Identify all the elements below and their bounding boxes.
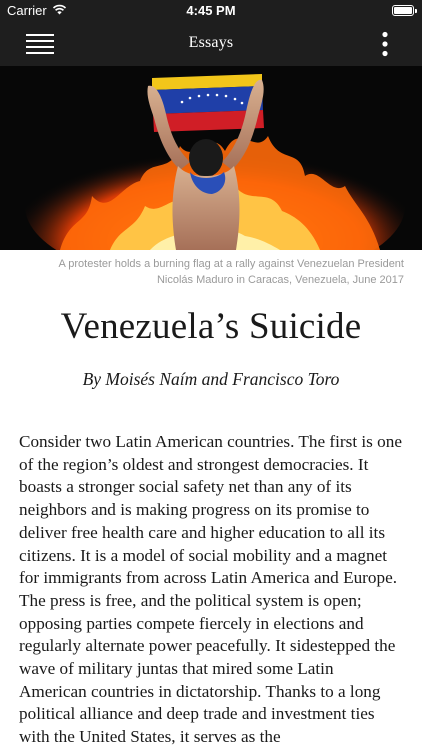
article-hero-image bbox=[0, 66, 422, 250]
vertical-ellipsis-icon[interactable] bbox=[380, 31, 390, 57]
article-byline: By Moisés Naím and Francisco Toro bbox=[82, 369, 340, 389]
nav-title: Essays bbox=[188, 34, 234, 51]
article-title: Venezuela’s Suicide bbox=[60, 306, 362, 347]
nav-bar bbox=[0, 22, 422, 66]
battery-icon bbox=[392, 5, 414, 16]
battery-cap bbox=[415, 9, 417, 13]
article-body: Consider two Latin American countries. The first is one of the region’s oldest and strongest democracies. It boasts a stronger social safety net than any of its neighbors and is making progress on its promise to deliver free health care and higher education to all its citizens. It is a model of social mobility and a magnet for immigrants from across Latin America and Europe. The press is free, and the political system is open; opposing parties compete fiercely in elections and regularly alternate power peacefully. It sidestepped the wave of military juntas that mired some Latin American countries in dictatorship. Thanks to a long political alliance and deep trade and investment ties with the United States, it serves as the bbox=[19, 432, 402, 747]
status-bar bbox=[0, 0, 422, 22]
status-time: 4:45 PM bbox=[186, 3, 236, 18]
carrier-label: Carrier bbox=[7, 3, 47, 18]
battery-level bbox=[394, 7, 412, 14]
image-caption: A protester holds a burning flag at a rally against Venezuelan President Nicolás Maduro in Caracas, Venezuela, June 2017 bbox=[58, 258, 404, 286]
